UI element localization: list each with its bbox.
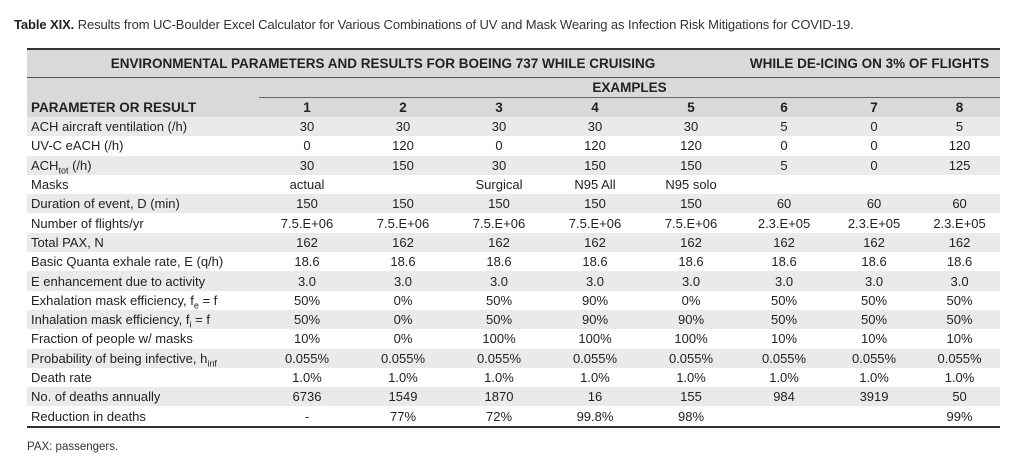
table-cell: 100% — [482, 331, 516, 347]
table-cell: 30 — [451, 156, 547, 175]
table-cell: 0.055% — [355, 349, 451, 368]
row-label-subscript: inf — [207, 358, 217, 368]
table-cell: 0 — [303, 138, 311, 154]
column-header-row — [27, 98, 1000, 118]
table-cell: 0.055% — [739, 349, 829, 368]
table-cell: 0 — [495, 138, 503, 154]
table-cell: 30 — [259, 156, 355, 175]
table-cell: 7.5.E+06 — [472, 215, 526, 231]
table-row — [27, 349, 1000, 368]
table-row — [27, 213, 1000, 232]
table-cell: 18.6 — [390, 254, 416, 270]
column-header: 2 — [355, 98, 451, 118]
table-cell: 0% — [393, 331, 413, 347]
table-cell: 0% — [393, 292, 413, 308]
table-cell: 0.055% — [919, 349, 1000, 368]
table-cell: 1870 — [451, 387, 547, 406]
table-cell: 1549 — [355, 387, 451, 406]
table-cell: 3919 — [829, 387, 919, 406]
table-cell: 1.0% — [292, 370, 322, 385]
row-label-tail: = f — [198, 292, 218, 308]
table-cell: 50% — [919, 310, 1000, 329]
table-cell: 90% — [547, 310, 643, 329]
table-cell: N95 All — [574, 177, 616, 193]
table-cell: 0% — [681, 292, 701, 308]
table-cell: 0 — [829, 117, 919, 136]
table-cell: 162 — [919, 233, 1000, 252]
table-cell: 99.8% — [547, 406, 643, 426]
table-title: Results from UC-Boulder Excel Calculator for Various Combinations of UV and Mask Wearing as Infection Risk Mitigations for COVID-19. — [77, 17, 854, 32]
table-cell: 3.0 — [643, 271, 739, 290]
table-cell: 3.0 — [259, 271, 355, 290]
table-row — [27, 406, 1000, 426]
table-cell: 50% — [771, 292, 798, 308]
table-cell: 18.6 — [294, 254, 320, 270]
table-cell: 984 — [739, 387, 829, 406]
examples-spacer — [27, 78, 259, 98]
row-label: Basic Quanta exhale rate, E (q/h) — [31, 254, 224, 270]
row-label — [27, 349, 259, 368]
table-cell: 3.0 — [547, 271, 643, 290]
column-header: 5 — [643, 98, 739, 118]
footnote: PAX: passengers. — [27, 441, 119, 453]
column-header: 7 — [829, 98, 919, 118]
column-header: 1 — [259, 98, 355, 118]
table-row — [27, 329, 1000, 348]
table-cell: 10% — [946, 331, 973, 347]
table-cell: 150 — [355, 156, 451, 175]
table-cell — [355, 175, 451, 194]
table-cell: 7.5.E+06 — [664, 215, 718, 231]
table-cell: 0.055% — [259, 349, 355, 368]
table-cell: 2.3.E+05 — [757, 215, 811, 231]
table-cell — [919, 175, 1000, 194]
table-cell — [739, 406, 829, 426]
table-caption — [14, 17, 854, 32]
table-cell: 7.5.E+06 — [376, 215, 430, 231]
table-cell: 50% — [451, 310, 547, 329]
table-cell: 90% — [643, 310, 739, 329]
table-cell: 3.0 — [451, 271, 547, 290]
table-cell: 120 — [948, 138, 971, 154]
table-cell: 100% — [674, 331, 708, 347]
row-label: ACH aircraft ventilation (/h) — [27, 117, 259, 136]
table-cell: 3.0 — [739, 271, 829, 290]
row-label: Number of flights/yr — [31, 215, 144, 231]
parameter-header: PARAMETER OR RESULT — [27, 98, 259, 118]
row-label: E enhancement due to activity — [27, 271, 259, 290]
table-cell: 6736 — [259, 387, 355, 406]
row-label — [27, 291, 259, 310]
table-cell: 162 — [643, 233, 739, 252]
table-cell: 1.0% — [484, 370, 514, 385]
table-cell: 90% — [581, 292, 609, 308]
row-label-main: Probability of being infective, h — [31, 350, 208, 366]
row-label-subscript: i — [189, 319, 192, 330]
table-row — [27, 233, 1000, 252]
table-cell: actual — [289, 177, 325, 193]
environment-header: ENVIRONMENTAL PARAMETERS AND RESULTS FOR BOEING 737 WHILE CRUISING — [27, 49, 739, 78]
row-label: Death rate — [31, 370, 92, 385]
row-label — [27, 156, 259, 175]
table-cell: 10% — [771, 331, 798, 347]
table-row — [27, 252, 1000, 271]
table-cell: 150 — [355, 194, 451, 213]
table-cell: 77% — [355, 406, 451, 426]
table-row — [27, 310, 1000, 329]
row-label: Reduction in deaths — [27, 406, 259, 426]
row-label: Masks — [31, 177, 69, 193]
banner-row — [27, 49, 1000, 78]
table-cell: 1.0% — [769, 370, 799, 385]
table-row — [27, 175, 1000, 194]
table-cell: 1.0% — [676, 370, 706, 385]
table-cell: 72% — [451, 406, 547, 426]
column-header: 3 — [451, 98, 547, 118]
row-label: Fraction of people w/ masks — [31, 331, 193, 347]
table-cell: 7.5.E+06 — [568, 215, 622, 231]
table-cell: 16 — [547, 387, 643, 406]
table-cell: 0 — [829, 156, 919, 175]
table-cell: 99% — [919, 406, 1000, 426]
table-cell: 162 — [451, 233, 547, 252]
table-cell — [829, 406, 919, 426]
table-cell: 18.6 — [678, 254, 704, 270]
table-cell: 2.3.E+05 — [933, 215, 986, 231]
table-cell: 162 — [739, 233, 829, 252]
table-cell: 0.055% — [643, 349, 739, 368]
row-label: Total PAX, N — [27, 233, 259, 252]
table-row — [27, 117, 1000, 136]
table-row — [27, 136, 1000, 155]
table-cell: 18.6 — [771, 254, 797, 270]
table-cell: N95 solo — [665, 177, 717, 193]
row-label: Duration of event, D (min) — [27, 194, 259, 213]
table-cell: 30 — [259, 117, 355, 136]
column-header: 6 — [739, 98, 829, 118]
table-cell: 0 — [780, 138, 788, 154]
table-cell: 50% — [861, 292, 888, 308]
row-label-tail: = f — [191, 312, 210, 328]
table-cell: 0.055% — [547, 349, 643, 368]
results-table — [27, 48, 1000, 428]
table-cell: 50% — [829, 310, 919, 329]
table-cell: 120 — [584, 138, 606, 154]
row-label-main: Exhalation mask efficiency, f — [31, 292, 194, 308]
examples-header: EXAMPLES — [259, 78, 1000, 98]
table-cell: 18.6 — [582, 254, 608, 270]
table-cell: 18.6 — [486, 254, 512, 270]
table-cell: 3.0 — [919, 271, 1000, 290]
examples-row — [27, 78, 1000, 98]
table-cell: 150 — [643, 156, 739, 175]
deicing-header: WHILE DE-ICING ON 3% OF FLIGHTS — [739, 49, 1000, 78]
table-row — [27, 156, 1000, 175]
table-cell: 5 — [919, 117, 1000, 136]
table-cell: - — [259, 406, 355, 426]
table-cell: 3.0 — [829, 271, 919, 290]
table-cell: 0.055% — [829, 349, 919, 368]
table-cell: 1.0% — [859, 370, 889, 385]
table-number: Table XIX. — [14, 17, 75, 32]
table-cell: 10% — [861, 331, 888, 347]
table-cell: 2.3.E+05 — [847, 215, 901, 231]
table-cell: 5 — [739, 156, 829, 175]
table-cell: 120 — [392, 138, 414, 154]
row-label-main: Inhalation mask efficiency, f — [31, 312, 190, 328]
table-cell: 1.0% — [388, 370, 418, 385]
column-header: 8 — [919, 98, 1000, 118]
column-header: 4 — [547, 98, 643, 118]
table-cell: 50% — [259, 310, 355, 329]
table-row — [27, 291, 1000, 310]
row-label: UV-C eACH (/h) — [31, 138, 124, 154]
table-row — [27, 194, 1000, 213]
table-cell: 60 — [739, 194, 829, 213]
table-cell: 120 — [680, 138, 702, 154]
table-cell: 98% — [643, 406, 739, 426]
table-cell: 3.0 — [355, 271, 451, 290]
row-label: No. of deaths annually — [27, 387, 259, 406]
table-cell: 150 — [547, 156, 643, 175]
table-cell: 50% — [946, 292, 973, 308]
table-cell: 60 — [919, 194, 1000, 213]
table-cell: 50 — [919, 387, 1000, 406]
table-cell: 30 — [643, 117, 739, 136]
table-cell: 50% — [485, 292, 513, 308]
table-cell — [739, 175, 829, 194]
table-cell: 150 — [451, 194, 547, 213]
table-cell: 162 — [829, 233, 919, 252]
table-row — [27, 387, 1000, 406]
table-row — [27, 368, 1000, 387]
table-cell: 125 — [919, 156, 1000, 175]
row-label — [27, 310, 259, 329]
table-cell: 150 — [259, 194, 355, 213]
table-cell: 5 — [739, 117, 829, 136]
table-cell: 0.055% — [451, 349, 547, 368]
table-row — [27, 271, 1000, 290]
table-cell: 0 — [870, 138, 878, 154]
table-cell: 100% — [578, 331, 612, 347]
row-label-tail: (/h) — [68, 157, 92, 173]
table-cell: 162 — [259, 233, 355, 252]
table-cell: 150 — [643, 194, 739, 213]
table-cell: 18.6 — [861, 254, 887, 270]
table-cell: 10% — [293, 331, 321, 347]
table-cell: 30 — [547, 117, 643, 136]
table-cell: 50% — [739, 310, 829, 329]
row-label-subscript: e — [193, 300, 199, 310]
table-cell: 1.0% — [580, 370, 610, 385]
table-cell — [829, 175, 919, 194]
table-cell: 150 — [547, 194, 643, 213]
table-cell: 50% — [293, 292, 321, 308]
table-cell: 155 — [643, 387, 739, 406]
table-cell: 0% — [355, 310, 451, 329]
table-cell: 60 — [829, 194, 919, 213]
table-cell: 1.0% — [944, 370, 975, 385]
table-cell: 30 — [355, 117, 451, 136]
row-label-subscript: tot — [58, 165, 69, 175]
table-cell: 30 — [451, 117, 547, 136]
table-cell: 7.5.E+06 — [280, 215, 334, 231]
table-cell: 162 — [355, 233, 451, 252]
table-cell: 18.6 — [946, 254, 973, 270]
table-cell: 162 — [547, 233, 643, 252]
row-label-main: ACH — [31, 157, 59, 173]
table-cell: Surgical — [475, 177, 523, 193]
